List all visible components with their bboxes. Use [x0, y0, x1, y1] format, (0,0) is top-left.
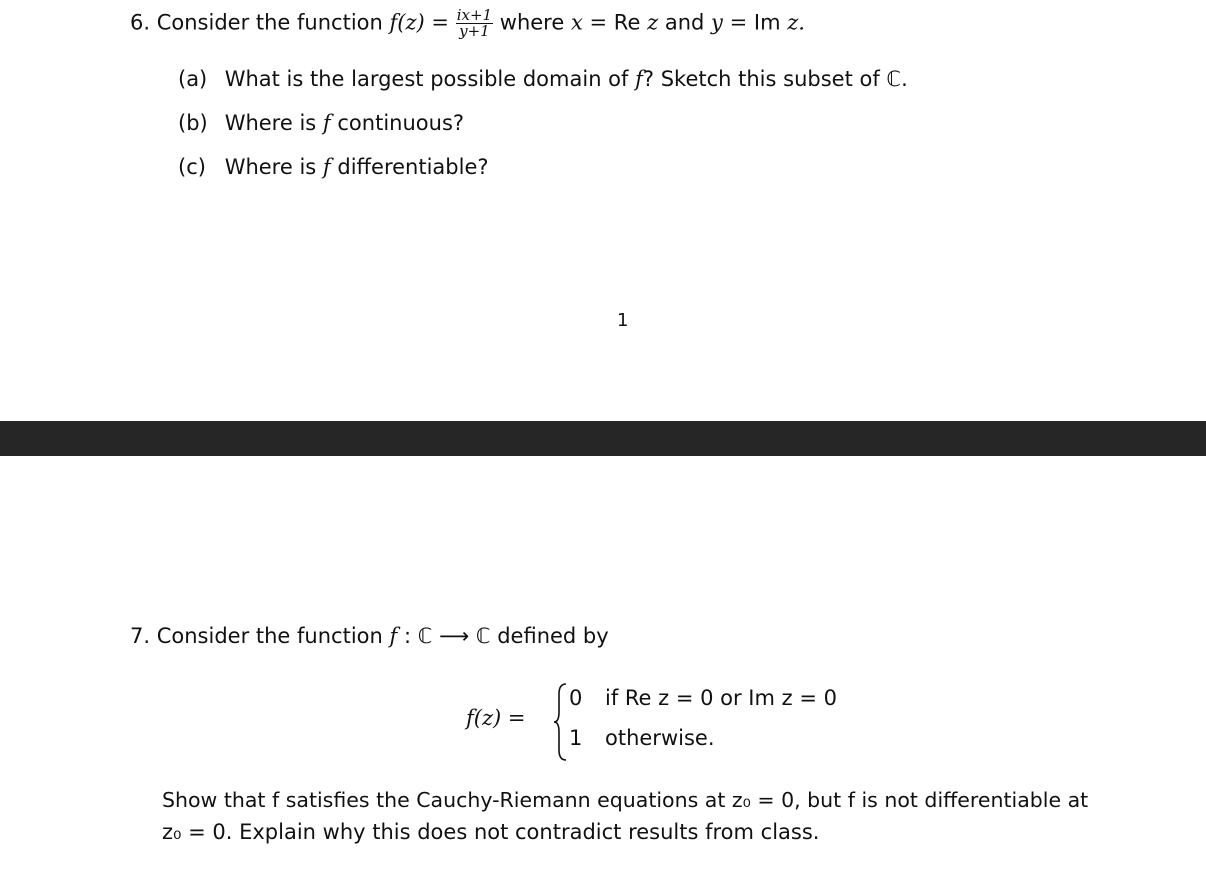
problem-6-number: 6.: [130, 10, 151, 35]
fraction-denominator: y+1: [459, 22, 490, 40]
fraction-numerator: ix+1: [456, 6, 493, 24]
left-brace-icon: [552, 682, 568, 762]
fraction: [456, 8, 493, 39]
part-text: What is the largest possible domain of: [224, 67, 629, 91]
mapping: ℂ ⟶ ℂ: [417, 624, 491, 648]
var-y: y: [711, 10, 723, 35]
case-2-value: 1: [569, 726, 583, 750]
problem-6-part-c: [178, 153, 489, 181]
equals-sign-2: =: [589, 10, 608, 35]
re-operator: Re: [613, 10, 641, 35]
part-text-end: ? Sketch this subset of ℂ.: [642, 67, 908, 91]
function-f: f: [389, 10, 398, 35]
show-text-line-1: Show that f satisfies the Cauchy-Riemann equations at z₀ = 0, but f is not differentiable at: [162, 788, 1089, 812]
function-f: f: [635, 67, 643, 91]
problem-6-part-b: [178, 109, 464, 137]
var-z-end: z.: [787, 10, 805, 35]
piecewise-lhs: f(z) =: [466, 706, 526, 730]
problem-6-part-a: [178, 65, 908, 93]
page-divider: [0, 421, 1206, 456]
function-f: f: [322, 111, 331, 135]
where-text: where: [499, 10, 565, 35]
function-f: f: [389, 624, 398, 648]
problem-7-intro: Consider the function: [156, 624, 383, 648]
part-label: (b): [178, 111, 208, 135]
problem-6-statement: [130, 8, 805, 39]
part-label: (a): [178, 67, 208, 91]
var-x: x: [570, 10, 583, 35]
case-1-condition: if Re z = 0 or Im z = 0: [605, 686, 837, 710]
problem-7-statement: [130, 622, 609, 650]
case-1-value: 0: [569, 686, 583, 710]
problem-6-intro: Consider the function: [156, 10, 383, 35]
equals-sign: =: [431, 10, 450, 35]
problem-7-number: 7.: [130, 624, 151, 648]
equals-sign-3: =: [729, 10, 748, 35]
show-text-line-2: z₀ = 0. Explain why this does not contradict results from class.: [162, 820, 820, 844]
part-text: Where is: [224, 155, 317, 179]
part-text-end: continuous?: [337, 111, 465, 135]
page-number: 1: [617, 310, 629, 331]
function-arg: (z): [397, 10, 425, 35]
part-text-end: differentiable?: [337, 155, 489, 179]
im-operator: Im: [753, 10, 781, 35]
and-text: and: [664, 10, 705, 35]
part-label: (c): [178, 155, 206, 179]
colon: :: [403, 624, 412, 648]
case-2-condition: otherwise.: [605, 726, 715, 750]
part-text: Where is: [224, 111, 317, 135]
var-z: z: [647, 10, 659, 35]
defined-by: defined by: [497, 624, 609, 648]
function-f: f: [322, 155, 331, 179]
